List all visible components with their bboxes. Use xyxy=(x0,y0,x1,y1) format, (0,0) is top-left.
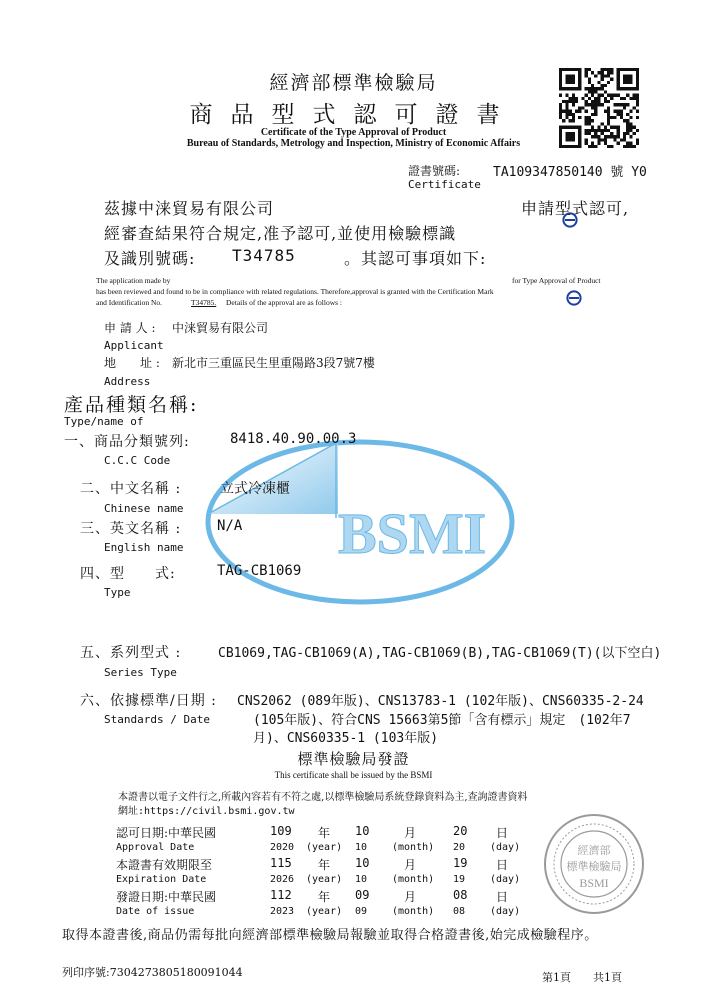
month-unit-en: (month) xyxy=(392,842,435,853)
year-unit: 年 xyxy=(318,890,331,904)
declaration-en-line-1-right: for Type Approval of Product xyxy=(512,276,601,285)
year-unit: 年 xyxy=(318,858,331,872)
standards-value-line-2: (105年版)、符合CNS 15663第5節「含有標示」規定 (102年7 xyxy=(253,713,631,728)
english-name-label: 三、英文名稱 : xyxy=(80,521,182,537)
product-heading: 產品種類名稱: xyxy=(64,394,199,416)
issue-date-label-en: Date of issue xyxy=(116,906,195,917)
approval-date-day: 20 xyxy=(453,824,468,838)
year-unit-en: (year) xyxy=(306,842,343,853)
approval-date-day-en: 20 xyxy=(453,842,466,853)
issue-date-year-en: 2023 xyxy=(270,906,295,917)
day-unit: 日 xyxy=(496,858,509,872)
applicant-value: 中涞貿易有限公司 xyxy=(172,321,269,335)
electronic-document-note: 本證書以電子文件行之,所載內容若有不符之處,以標準檢驗局系統登錄資料為主,查詢證書資料 xyxy=(118,792,528,803)
month-unit-en: (month) xyxy=(392,874,435,885)
approval-date-month: 10 xyxy=(355,824,370,838)
identification-number: T34785 xyxy=(232,246,296,265)
standards-value-line-1: CNS2062 (089年版)、CNS13783-1 (102年版)、CNS60335-2-24 xyxy=(237,694,644,709)
issue-date-day-en: 08 xyxy=(453,906,466,917)
expiration-date-month-en: 10 xyxy=(355,874,368,885)
day-unit: 日 xyxy=(496,826,509,840)
english-name-value: N/A xyxy=(217,518,243,534)
declaration-en-line-3-end: Details of the approval are as follows : xyxy=(226,298,343,307)
bureau-name-en: Bureau of Standards, Metrology and Inspection, Ministry of Economic Affairs xyxy=(186,138,521,149)
certificate-title-en: Certificate of the Type Approval of Product xyxy=(260,127,447,138)
issue-date-label: 發證日期:中華民國 xyxy=(116,890,217,904)
seal-line-1: 經濟部 xyxy=(577,844,611,857)
ccc-code-value: 8418.40.90.00.3 xyxy=(230,431,357,447)
chinese-name-label: 二、中文名稱 : xyxy=(80,481,182,497)
seal-line-2: 標準檢驗局 xyxy=(566,860,622,873)
month-unit-en: (month) xyxy=(392,906,435,917)
certificate-title: 商品型式認可證書 xyxy=(189,102,518,128)
day-unit-en: (day) xyxy=(490,906,521,917)
year-unit-en: (year) xyxy=(306,874,343,885)
declaration-line-3-end: 。其認可事項如下: xyxy=(344,249,487,268)
declaration-en-line-1: The application made by xyxy=(96,276,171,285)
expiration-date-day-en: 19 xyxy=(453,874,466,885)
standards-label-en: Standards / Date xyxy=(104,713,210,726)
expiration-date-year: 115 xyxy=(270,856,292,870)
approval-date-label: 認可日期:中華民國 xyxy=(116,826,217,840)
issue-date-day: 08 xyxy=(453,888,468,902)
declaration-line-1-right: 申請型式認可, xyxy=(521,199,630,218)
issuer-statement-en: This certificate shall be issued by the BSMI xyxy=(274,770,433,780)
address-label: 地 址 : xyxy=(104,356,160,370)
issuer-statement: 標準檢驗局發證 xyxy=(297,750,410,768)
series-type-label: 五、系列型式 : xyxy=(80,645,182,661)
inspection-procedure-note: 取得本證書後,商品仍需每批向經濟部標準檢驗局報驗並取得合格證書後,始完成檢驗程序。 xyxy=(62,928,598,943)
approval-date-year-en: 2020 xyxy=(270,842,295,853)
certificate-number-label: 證書號碼: xyxy=(408,164,461,178)
declaration-en-line-3: and Identification No. xyxy=(96,298,163,307)
qr-code-icon[interactable] xyxy=(559,68,639,148)
series-type-value: CB1069,TAG-CB1069(A),TAG-CB1069(B),TAG-CB1069(T)(以下空白) xyxy=(218,646,662,661)
address-value: 新北市三重區民生里重陽路3段7號7樓 xyxy=(172,356,375,370)
page-indicator: 第1頁 共1頁 xyxy=(542,971,622,984)
series-type-label-en: Series Type xyxy=(104,666,177,679)
seal-line-3: BSMI xyxy=(579,876,609,890)
bsmi-watermark-text: BSMI xyxy=(338,501,487,566)
year-unit-en: (year) xyxy=(306,906,343,917)
approval-date-year: 109 xyxy=(270,824,292,838)
expiration-date-year-en: 2026 xyxy=(270,874,295,885)
ccc-code-label: 一、商品分類號列: xyxy=(64,434,190,450)
print-serial-number: 列印序號:7304273805180091044 xyxy=(62,966,243,979)
day-unit-en: (day) xyxy=(490,874,521,885)
month-unit: 月 xyxy=(404,826,417,840)
day-unit-en: (day) xyxy=(490,842,521,853)
declaration-line-2: 經審查結果符合規定,准予認可,並使用檢驗標識 xyxy=(104,224,457,243)
commodity-inspection-mark-icon xyxy=(562,212,578,228)
certificate-number: TA109347850140 號 Y0 xyxy=(493,165,647,180)
issue-date-month-en: 09 xyxy=(355,906,368,917)
product-heading-en: Type/name of xyxy=(64,415,144,428)
verification-url-link[interactable]: 網址:https://civil.bsmi.gov.tw xyxy=(118,806,295,817)
approval-date-label-en: Approval Date xyxy=(116,842,195,853)
applicant-label-en: Applicant xyxy=(104,339,164,352)
address-label-en: Address xyxy=(104,375,151,388)
expiration-date-day: 19 xyxy=(453,856,468,870)
type-value: TAG-CB1069 xyxy=(217,563,302,579)
ccc-code-label-en: C.C.C Code xyxy=(104,454,171,467)
bsmi-seal-icon xyxy=(542,812,646,916)
english-name-label-en: English name xyxy=(104,541,184,554)
bureau-name: 經濟部標準檢驗局 xyxy=(269,72,438,94)
year-unit: 年 xyxy=(318,826,331,840)
standards-value-line-3: 月)、CNS60335-1 (103年版) xyxy=(253,731,439,746)
chinese-name-value: 立式冷凍櫃 xyxy=(220,481,290,497)
applicant-label: 申 請 人 : xyxy=(104,321,156,335)
expiration-date-month: 10 xyxy=(355,856,370,870)
type-label-en: Type xyxy=(104,586,131,599)
expiration-date-label: 本證書有效期限至 xyxy=(116,858,213,872)
expiration-date-label-en: Expiration Date xyxy=(116,874,207,885)
month-unit: 月 xyxy=(404,858,417,872)
approval-date-month-en: 10 xyxy=(355,842,368,853)
month-unit: 月 xyxy=(404,890,417,904)
declaration-en-line-2: has been reviewed and found to be in compliance with related regulations. Therefore,approval is granted with the Certification Mark xyxy=(96,287,494,296)
certificate-number-label-en: Certificate xyxy=(408,178,481,191)
standards-label: 六、依據標準/日期 : xyxy=(80,693,217,709)
issue-date-month: 09 xyxy=(355,888,370,902)
type-label: 四、型 式: xyxy=(80,566,176,582)
declaration-line-3: 及識別號碼: xyxy=(104,249,196,268)
chinese-name-label-en: Chinese name xyxy=(104,502,184,515)
issue-date-year: 112 xyxy=(270,888,292,902)
declaration-line-1: 茲據中涞貿易有限公司 xyxy=(104,199,275,218)
identification-number-en: T34785. xyxy=(191,298,217,307)
day-unit: 日 xyxy=(496,890,509,904)
commodity-inspection-mark-icon xyxy=(566,290,582,306)
